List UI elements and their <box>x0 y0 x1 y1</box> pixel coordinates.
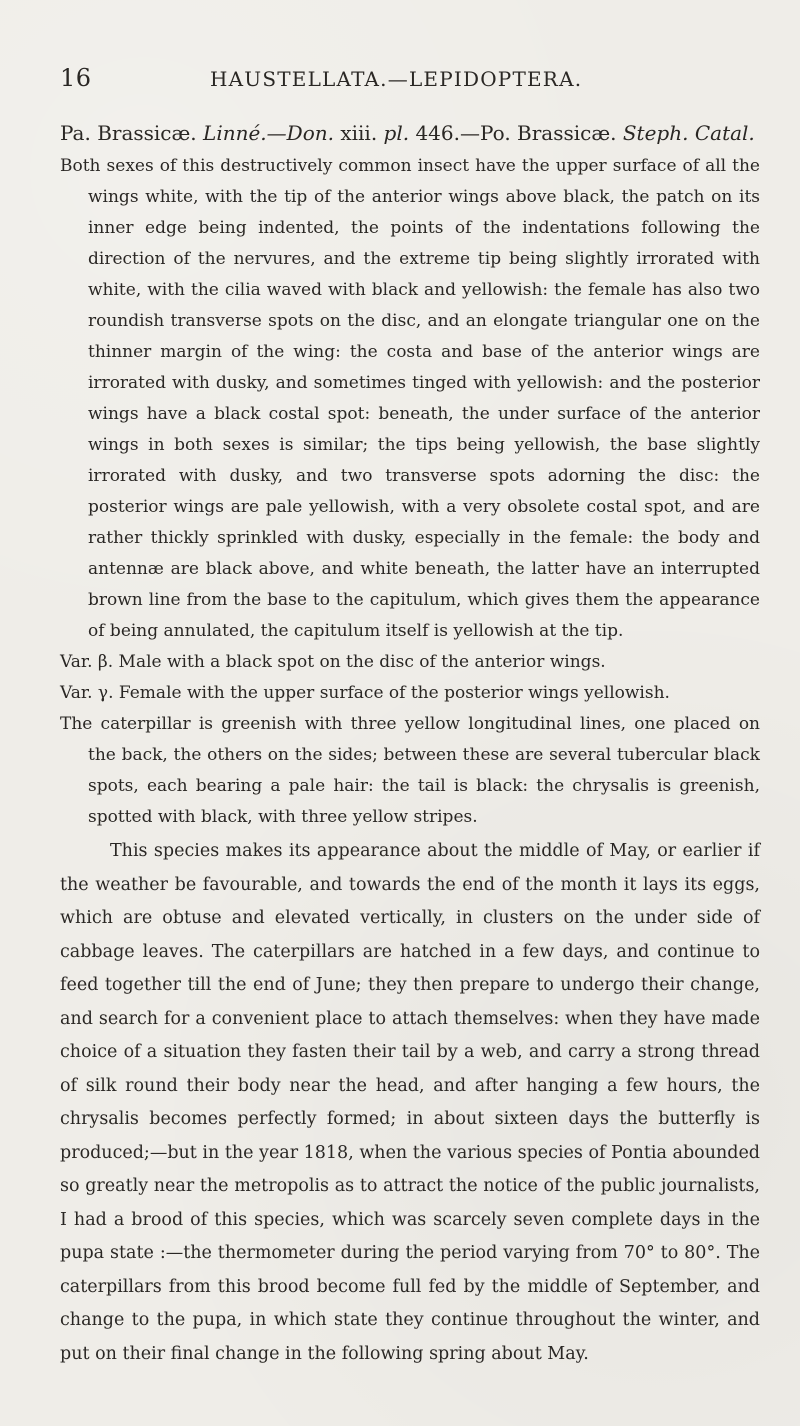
running-head <box>60 64 760 92</box>
variety-beta: Var. β. Male with a black spot on the disc of the anterior wings. <box>60 652 606 672</box>
species-description: Both sexes of this destructively common insect have the upper surface of all the wings white, with the tip of the anterior wings above black, the patch on its inner edge being indented, the points of the indentations following the direction of the nervures, and the extreme tip being slightly irrorated with white, with the cilia waved with black and yellowish: the female has also two roundish transverse spots on the disc, and an elongate triangular one on the thinner margin of the wing: the costa and base of the anterior wings are irrorated with dusky, and sometimes tinged with yellowish: and the posterior wings have a black costal spot: beneath, the under surface of the anterior wings in both sexes is similar; the tips being yellowish, the base slightly irrorated with dusky, and two transverse spots adorning the disc: the posterior wings are pale yellowish, with a very obsolete costal spot, and are rather thickly sprinkled with dusky, especially in the female: the body and antennæ are black above, and white beneath, the latter have an interrupted brown line from the base to the capitulum, which gives them the appearance of being annulated, the capitulum itself is yellowish at the tip. <box>60 156 760 641</box>
species-heading <box>60 116 760 150</box>
author-reference: Linné.—Don. <box>203 121 334 145</box>
plate-reference: 446.—Po. Brassicæ. <box>415 121 617 145</box>
volume-reference: xiii. <box>340 121 378 145</box>
catalogue-label: Catal. <box>694 121 755 145</box>
life-history-paragraph: This species makes its appearance about the middle of May, or earlier if the weather be favourable, and towards the end of the month it lays its eggs, which are obtuse and elevated vertically, in clusters on the under side of cabbage leaves. The caterpillars are hatched in a few days, and continue to feed together till the end of June; they then prepare to undergo their change, and search for a convenient place to attach themselves: when they have made choice of a situation they fasten their tail by a web, and carry a strong thread of silk round their body near the head, and after hanging a few hours, the chrysalis becomes perfectly formed; in about sixteen days the butterfly is produced;—but in the year 1818, when the various species of Pontia abounded so greatly near the metropolis as to attract the notice of the public journalists, I had a brood of this species, which was scarcely seven complete days in the pupa state :—the thermometer during the period varying from 70° to 80°. The caterpillars from this brood become full fed by the middle of September, and change to the pupa, in which state they continue throughout the winter, and put on their final change in the following spring about May. <box>60 841 760 1364</box>
plate-label: pl. <box>383 121 410 145</box>
species-name: Pa. Brassicæ. <box>60 121 197 145</box>
page-number: 16 <box>60 64 92 92</box>
catalogue-author: Steph. <box>622 121 689 145</box>
caterpillar-description: The caterpillar is greenish with three yellow longitudinal lines, one placed on the back, the others on the sides; between these are several tubercular black spots, each bearing a pale hair: the tail is black: the chrysalis is greenish, spotted with black, with three yellow stripes. <box>60 714 760 827</box>
header-title: HAUSTELLATA.—LEPIDOPTERA. <box>210 67 583 91</box>
variety-gamma: Var. γ. Female with the upper surface of the posterior wings yellowish. <box>60 683 670 703</box>
